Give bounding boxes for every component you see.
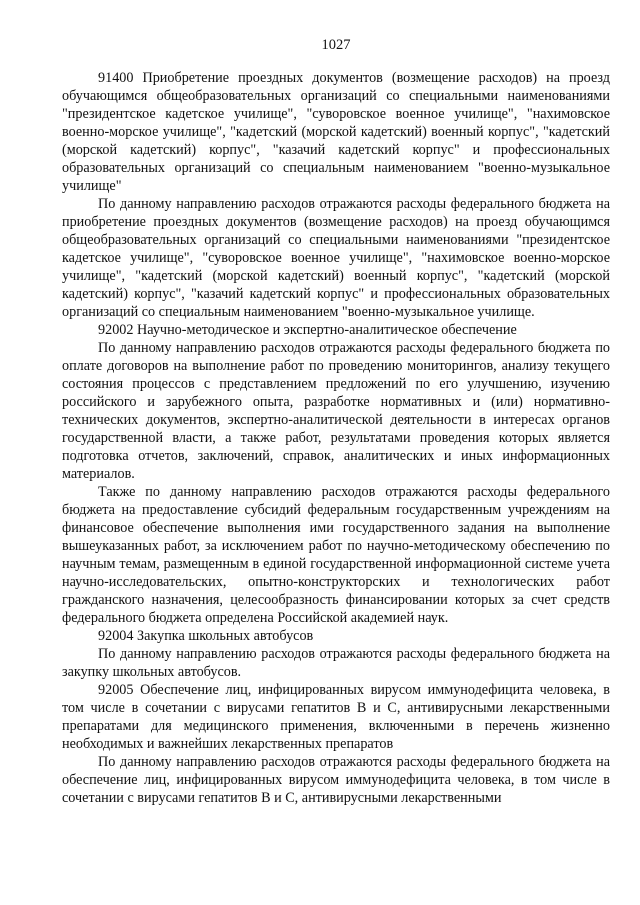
document-page	[62, 0, 610, 905]
paragraph-92002-heading: 92002 Научно-методическое и экспертно-аналитическое обеспечение	[98, 322, 517, 338]
paragraph-92004-description: По данному направлению расходов отражаются расходы федерального бюджета на закупку школьных автобусов.	[62, 646, 610, 680]
paragraph-92002-additional: Также по данному направлению расходов отражаются расходы федерального бюджета на предоставление субсидий федеральным государственным учреждениям на финансовое обеспечение выполнения ими государственного задания на выполнение вышеуказанных работ, за исключением работ по научно-методическому обеспечению по научным темам, размещенным в единой государственной информационной системе учета научно-исследовательских, опытно-конструкторских и технологических работ гражданского назначения, целесообразность финансировании которых за счет средств федерального бюджета определена Российской академией наук.	[62, 484, 610, 626]
paragraph-92005-heading: 92005 Обеспечение лиц, инфицированных вирусом иммунодефицита человека, в том числе в сочетании с вирусами гепатитов В и С, антивирусными лекарственными препаратами для медицинского применения, включенными в перечень жизненно необходимых и важнейших лекарственных препаратов	[62, 682, 610, 752]
paragraph-91400-heading: 91400 Приобретение проездных документов (возмещение расходов) на проезд обучающимся общеобразовательных организаций со специальными наименованиями "президентское кадетское училище", "суворовское военное училище", "нахимовское военно-морское училище", "кадетский (морской кадетский) военный корпус", "кадетский (морской кадетский) корпус", "казачий кадетский корпус" и профессиональных образовательных организаций со специальным наименованием "военно-музыкальное училище"	[62, 70, 610, 194]
page-number: 1027	[321, 37, 351, 53]
paragraph-92004-heading: 92004 Закупка школьных автобусов	[98, 628, 314, 644]
paragraph-92005-description: По данному направлению расходов отражаются расходы федерального бюджета на обеспечение лиц, инфицированных вирусом иммунодефицита человека, в том числе в сочетании с вирусами гепатитов В и С, антивирусными лекарственными	[62, 754, 610, 806]
paragraph-91400-description: По данному направлению расходов отражаются расходы федерального бюджета на приобретение проездных документов (возмещение расходов) на проезд обучающимся общеобразовательных организаций со специальными наименованиями "президентское кадетское училище", "суворовское военное училище", "нахимовское военно-морское училище", "кадетский (морской кадетский) военный корпус", "кадетский (морской кадетский) корпус", "казачий кадетский корпус" и профессиональных образовательных организаций со специальным наименованием "военно-музыкальное училище.	[62, 196, 610, 320]
document-body	[62, 69, 610, 807]
paragraph-92002-description: По данному направлению расходов отражаются расходы федерального бюджета по оплате договоров на выполнение работ по проведению мониторингов, анализу текущего состояния процессов с представлением предложений по его улучшению, изучению российского и зарубежного опыта, разработке нормативных и (или) нормативно-технических документов, экспертно-аналитической деятельности в интересах органов государственной власти, а также работ, результатами проведения которых является подготовка отчетов, заключений, справок, аналитических и иных информационных материалов.	[62, 340, 610, 482]
